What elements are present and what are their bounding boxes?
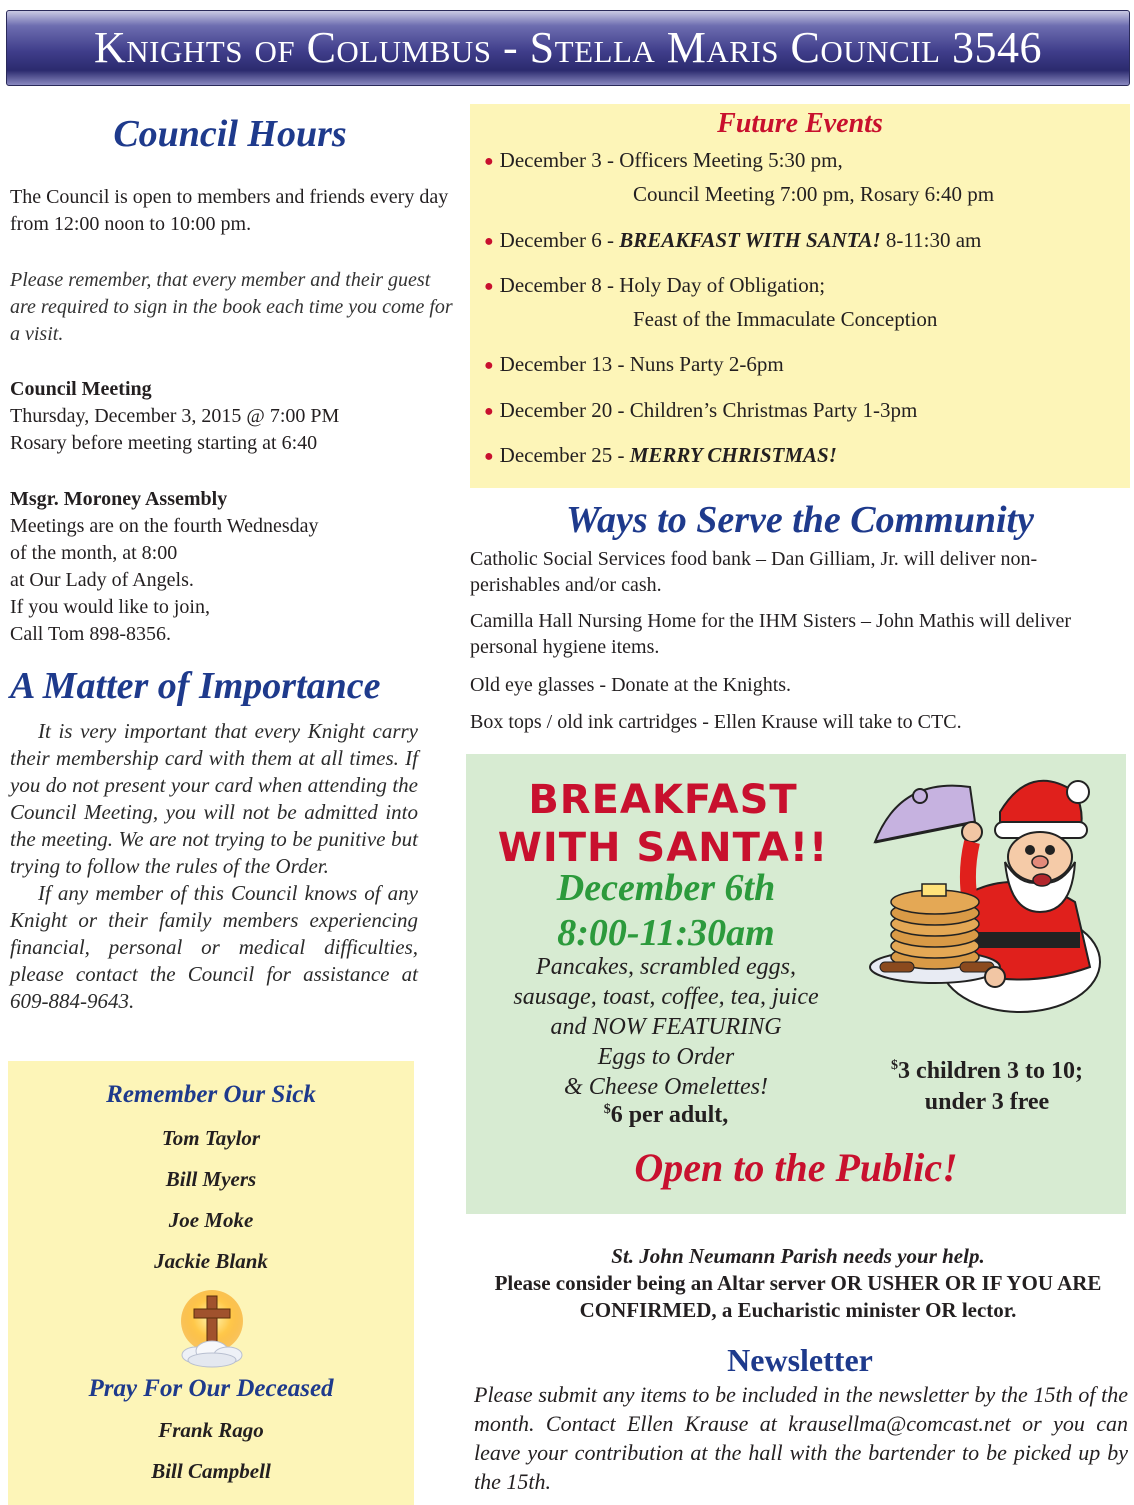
event-continuation: Feast of the Immaculate Conception xyxy=(633,307,938,331)
event-emphasis: BREAKFAST WITH SANTA! xyxy=(619,228,881,252)
event-item xyxy=(484,228,981,253)
menu-line: & Cheese Omelettes! xyxy=(564,1074,768,1100)
assembly-line: Meetings are on the fourth Wednesday xyxy=(10,515,319,537)
children-price-note: under 3 free xyxy=(924,1089,1050,1115)
currency-symbol: $ xyxy=(891,1058,899,1073)
menu-line: Eggs to Order xyxy=(597,1044,735,1070)
event-text: Children’s Christmas Party 1-3pm xyxy=(629,398,918,422)
event-item xyxy=(484,273,825,298)
event-continuation: Council Meeting 7:00 pm, Rosary 6:40 pm xyxy=(633,182,995,206)
breakfast-date: December 6th xyxy=(556,867,776,909)
importance-paragraph: It is very important that every Knight carry their membership card with them at all times. If you do not present your card when attending the Council Meeting, you will not be admitted into the meeting. We are not trying to be punitive but trying to follow the rules of the Order. xyxy=(10,719,418,878)
event-date: December 8 - xyxy=(499,273,620,297)
breakfast-title-line: WITH SANTA!! xyxy=(497,825,829,871)
bullet-icon: ● xyxy=(484,357,494,374)
sick-name: Jackie Blank xyxy=(154,1249,268,1273)
assembly-line: at Our Lady of Angels. xyxy=(10,569,194,591)
event-item xyxy=(484,148,843,173)
sick-box xyxy=(8,1061,414,1505)
children-price xyxy=(852,1050,1122,1118)
community-item: Catholic Social Services food bank – Dan Gilliam, Jr. will deliver non-perishables and/or cash. xyxy=(470,548,1038,596)
event-date: December 3 - xyxy=(499,148,620,172)
community-item: Box tops / old ink cartridges - Ellen Krause will take to CTC. xyxy=(470,711,962,733)
header-banner xyxy=(6,10,1130,86)
menu-line: Pancakes, scrambled eggs, xyxy=(536,954,796,980)
breakfast-time: 8:00-11:30am xyxy=(557,912,775,954)
event-item xyxy=(484,398,917,423)
parish-notice xyxy=(468,1243,1128,1324)
menu-line: and NOW FEATURING xyxy=(550,1014,782,1040)
cross-icon xyxy=(176,1287,248,1371)
breakfast-date-block xyxy=(468,866,864,956)
council-meeting-label: Council Meeting xyxy=(10,378,152,400)
bullet-icon: ● xyxy=(484,233,494,250)
sick-name: Tom Taylor xyxy=(161,1126,261,1150)
sick-name: Joe Moke xyxy=(168,1208,254,1232)
event-text: 8-11:30 am xyxy=(880,228,982,252)
event-text: Officers Meeting 5:30 pm, xyxy=(619,148,843,172)
importance-paragraph: If any member of this Council knows of any Knight or their family members experiencing financial, personal or medical difficulties, please contact the Council for assistance at 609-884-9643. xyxy=(10,881,418,1013)
page-title: Knights of Columbus - Stella Maris Council 3546 xyxy=(94,23,1042,72)
breakfast-menu xyxy=(468,952,864,1102)
assembly-line: of the month, at 8:00 xyxy=(10,542,178,564)
community-heading: Ways to Serve the Community xyxy=(566,499,1034,541)
future-events-heading: Future Events xyxy=(717,108,883,139)
assembly-line: Call Tom 898-8356. xyxy=(10,623,172,645)
bullet-icon: ● xyxy=(484,153,494,170)
event-date: December 13 - xyxy=(499,352,630,376)
sick-heading: Remember Our Sick xyxy=(106,1081,316,1108)
event-item xyxy=(484,443,837,468)
bullet-icon: ● xyxy=(484,403,494,420)
menu-line: sausage, toast, coffee, tea, juice xyxy=(513,984,819,1010)
open-to-public: Open to the Public! xyxy=(634,1145,958,1190)
assembly-line: If you would like to join, xyxy=(10,596,210,618)
children-price-text: 3 children 3 to 10; xyxy=(898,1058,1083,1084)
council-hours-heading: Council Hours xyxy=(113,113,347,155)
hours-text: The Council is open to members and friends every day from 12:00 noon to 10:00 pm. xyxy=(10,186,449,235)
sign-in-note: Please remember, that every member and their guest are required to sign in the book each time you come for a visit. xyxy=(10,269,453,345)
santa-with-pancakes-icon xyxy=(860,762,1122,1024)
bullet-icon: ● xyxy=(484,448,494,465)
deceased-name: Frank Rago xyxy=(158,1418,264,1442)
parish-line: St. John Neumann Parish needs your help. xyxy=(611,1244,985,1268)
sick-name: Bill Myers xyxy=(165,1167,257,1191)
importance-heading: A Matter of Importance xyxy=(10,665,381,707)
event-date: December 20 - xyxy=(499,398,630,422)
newsletter-heading: Newsletter xyxy=(727,1342,873,1378)
bullet-icon: ● xyxy=(484,278,494,295)
event-emphasis: MERRY CHRISTMAS! xyxy=(629,443,837,467)
deceased-name: Bill Campbell xyxy=(151,1459,271,1483)
event-item xyxy=(484,352,784,377)
community-item: Old eye glasses - Donate at the Knights. xyxy=(470,674,792,696)
deceased-heading: Pray For Our Deceased xyxy=(88,1375,334,1402)
adult-price xyxy=(468,1102,864,1129)
council-meeting-rosary: Rosary before meeting starting at 6:40 xyxy=(10,432,318,454)
council-meeting-block xyxy=(10,376,455,457)
community-item: Camilla Hall Nursing Home for the IHM Sisters – John Mathis will deliver personal hygiene items. xyxy=(470,610,1072,658)
assembly-block xyxy=(10,486,455,648)
event-text: Nuns Party 2-6pm xyxy=(629,352,784,376)
event-date: December 6 - xyxy=(499,228,620,252)
event-text: Holy Day of Obligation; xyxy=(619,273,826,297)
breakfast-title-line: BREAKFAST xyxy=(528,777,798,823)
breakfast-title xyxy=(482,776,844,872)
council-meeting-date: Thursday, December 3, 2015 @ 7:00 PM xyxy=(10,405,340,427)
newsletter-text: Please submit any items to be included in the newsletter by the 15th of the month. Contact Ellen Krause at krausellma@comcast.net or you can leave your contribution at the hall with the bartender to be picked up by the 15th. xyxy=(474,1382,1128,1494)
assembly-label: Msgr. Moroney Assembly xyxy=(10,488,228,510)
importance-text xyxy=(10,718,418,1015)
adult-price-text: 6 per adult, xyxy=(610,1102,729,1128)
currency-symbol: $ xyxy=(603,1102,611,1117)
event-date: December 25 - xyxy=(499,443,630,467)
parish-line: Please consider being an Altar server OR USHER OR IF YOU ARE CONFIRMED, a Eucharistic minister OR lector. xyxy=(494,1271,1102,1322)
